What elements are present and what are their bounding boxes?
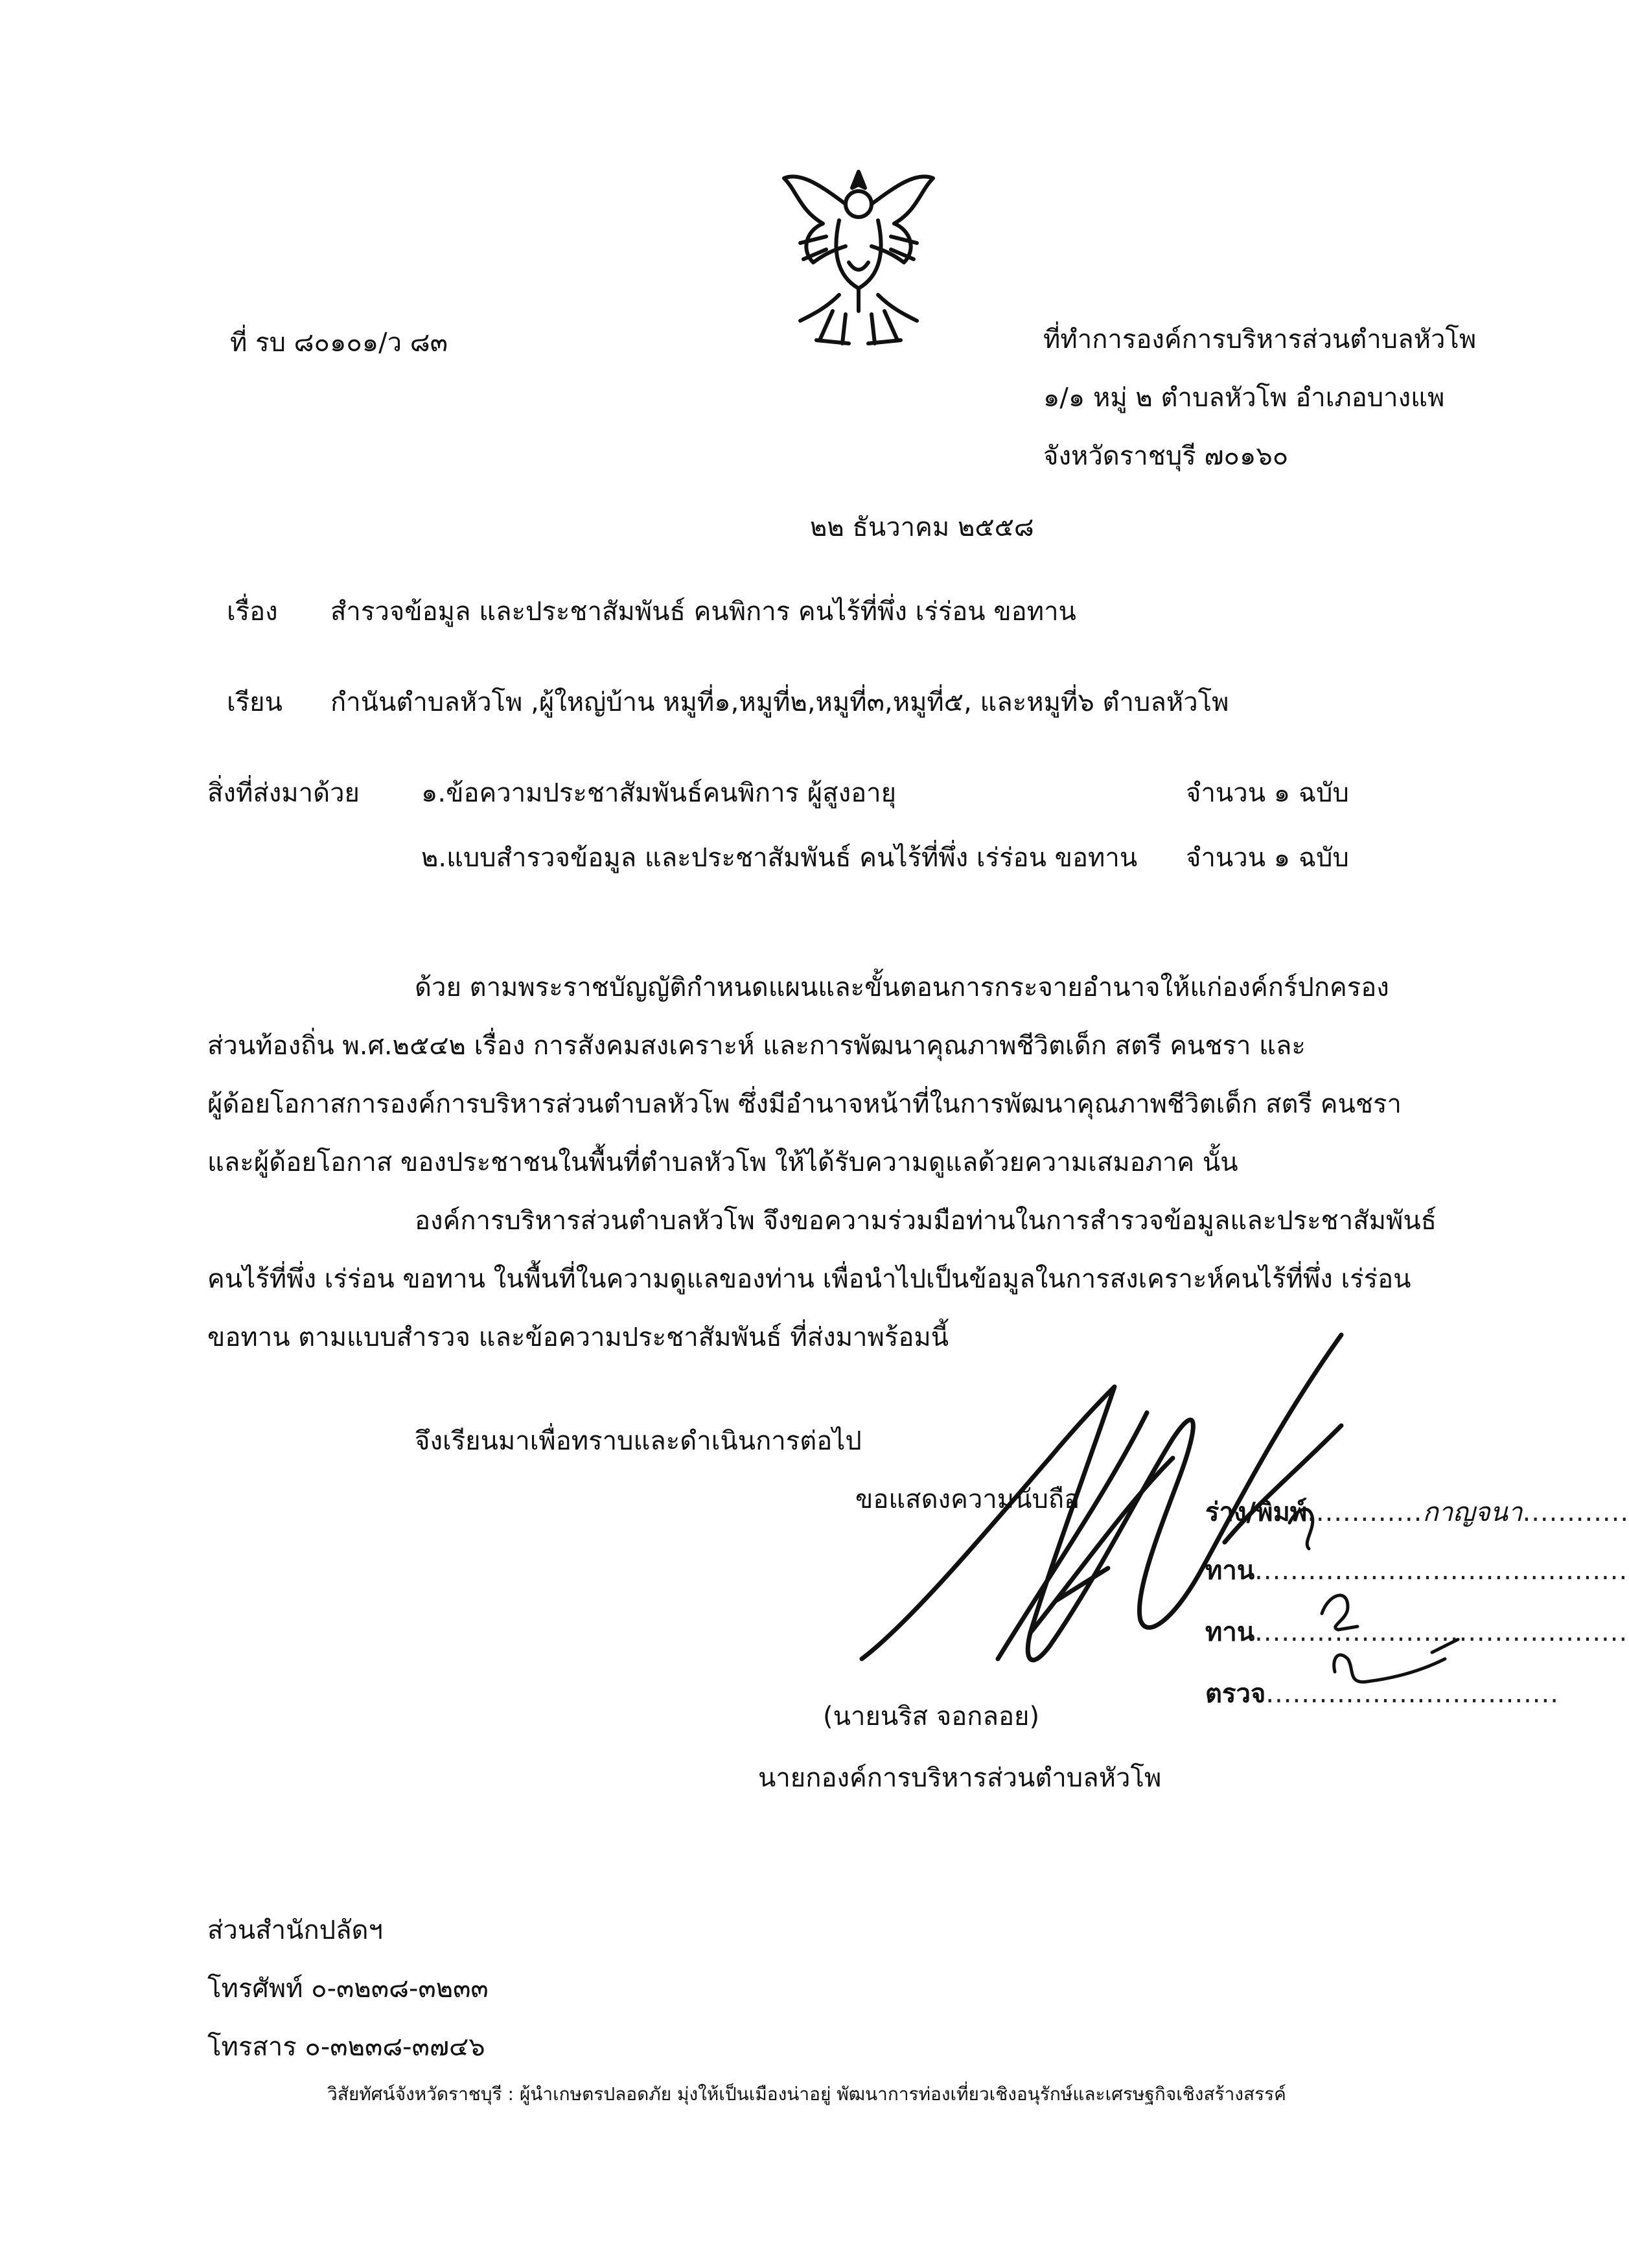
body-line: องค์การบริหารส่วนตำบลหัวโพ จึงขอความร่วมมือท่านในการสำรวจข้อมูลและประชาสัมพันธ์ — [415, 1206, 1437, 1236]
sender-address-line: ที่ทำการองค์การบริหารส่วนตำบลหัวโพ — [1043, 325, 1477, 354]
approval-row: ตรวจ................................. — [1205, 1679, 1559, 1709]
to-text: กำนันตำบลหัวโพ ,ผู้ใหญ่บ้าน หมูที่๑,หมูที่๒,หมูที่๓,หมูที่๕, และหมูที่๖ ตำบลหัวโพ — [330, 688, 1229, 717]
sender-address-line: จังหวัดราชบุรี ๗๐๑๖๐ — [1043, 441, 1289, 471]
body-line: และผู้ด้อยโอกาส ของประชาชนในพื้นที่ตำบลหัวโพ ให้ได้รับความดูแลด้วยความเสมอภาค นั้น — [207, 1148, 1238, 1177]
signer-title: นายกองค์การบริหารส่วนตำบลหัวโพ — [758, 1763, 1162, 1793]
body-line: ผู้ด้อยโอกาสการองค์การบริหารส่วนตำบลหัวโพ ซึ่งมีอำนาจหน้าที่ในการพัฒนาคุณภาพชีวิตเด็ก สตรี คนชรา — [207, 1089, 1402, 1119]
closing-line: จึงเรียนมาเพื่อทราบและดำเนินการต่อไป — [415, 1426, 862, 1456]
to-label: เรียน — [227, 688, 283, 717]
signer-name: (นายนริส จอกลอย) — [823, 1702, 1040, 1731]
garuda-emblem-icon — [761, 159, 956, 353]
approval-row: ทาน.......................................... — [1205, 1617, 1628, 1647]
body-line: ด้วย ตามพระราชบัญญัติกำหนดแผนและขั้นตอนการกระจายอำนาจให้แก่องค์กร์ปกครอง — [415, 973, 1389, 1002]
fax: โทรสาร ๐-๓๒๓๘-๓๗๔๖ — [207, 2032, 485, 2062]
approval-row: ร่าง/พิมพ์.............กาญจนา............ — [1205, 1498, 1629, 1527]
subject-label: เรื่อง — [227, 597, 278, 627]
attachment-item: ๑.ข้อความประชาสัมพันธ์คนพิการ ผู้สูงอายุ — [421, 778, 897, 808]
body-line: ส่วนท้องถิ่น พ.ศ.๒๕๔๒ เรื่อง การสังคมสงเคราะห์ และการพัฒนาคุณภาพชีวิตเด็ก สตรี คนชรา และ — [207, 1031, 1306, 1061]
approval-initials-icon — [1199, 1464, 1490, 1743]
subject-text: สำรวจข้อมูล และประชาสัมพันธ์ คนพิการ คนไร้ที่พึ่ง เร่ร่อน ขอทาน — [330, 597, 1076, 627]
phone: โทรศัพท์ ๐-๓๒๓๘-๓๒๓๓ — [207, 1974, 489, 2004]
department: ส่วนสำนักปลัดฯ — [207, 1915, 383, 1945]
attachment-qty: จำนวน ๑ ฉบับ — [1186, 778, 1349, 808]
approval-value: กาญจนา — [1422, 1498, 1523, 1527]
attachment-item: ๒.แบบสำรวจข้อมูล และประชาสัมพันธ์ คนไร้ที่พึ่ง เร่ร่อน ขอทาน — [421, 843, 1138, 873]
approval-row: ทาน.......................................... — [1205, 1556, 1628, 1586]
approval-label: ร่าง/พิมพ์ — [1205, 1498, 1308, 1527]
body-line: คนไร้ที่พึ่ง เร่ร่อน ขอทาน ในพื้นที่ในความดูแลของท่าน เพื่อนำไปเป็นข้อมูลในการสงเคราะห์คนไร้ที่พึ่ง เร่ร่อน — [207, 1264, 1411, 1294]
approval-label: ทาน — [1205, 1556, 1255, 1586]
approval-label: ตรวจ — [1205, 1679, 1266, 1709]
vision-statement: วิสัยทัศน์จังหวัดราชบุรี : ผู้นำเกษตรปลอดภัย มุ่งให้เป็นเมืองน่าอยู่ พัฒนาการท่องเที่ยวเชิงอนุรักษ์และเศรษฐกิจเชิงสร้างสรรค์ — [327, 2083, 1286, 2105]
body-line: ขอทาน ตามแบบสำรวจ และข้อความประชาสัมพันธ์ ที่ส่งมาพร้อมนี้ — [207, 1323, 949, 1352]
reference-number: ที่ รบ ๘๐๑๐๑/ว ๘๓ — [230, 328, 448, 358]
attachment-qty: จำนวน ๑ ฉบับ — [1186, 843, 1349, 873]
sender-address-line: ๑/๑ หมู่ ๒ ตำบลหัวโพ อำเภอบางแพ — [1043, 383, 1445, 413]
salutation: ขอแสดงความนับถือ — [855, 1485, 1080, 1514]
letter-date: ๒๒ ธันวาคม ๒๕๕๘ — [810, 513, 1034, 542]
approval-label: ทาน — [1205, 1617, 1255, 1647]
attachments-label: สิ่งที่ส่งมาด้วย — [207, 778, 360, 808]
